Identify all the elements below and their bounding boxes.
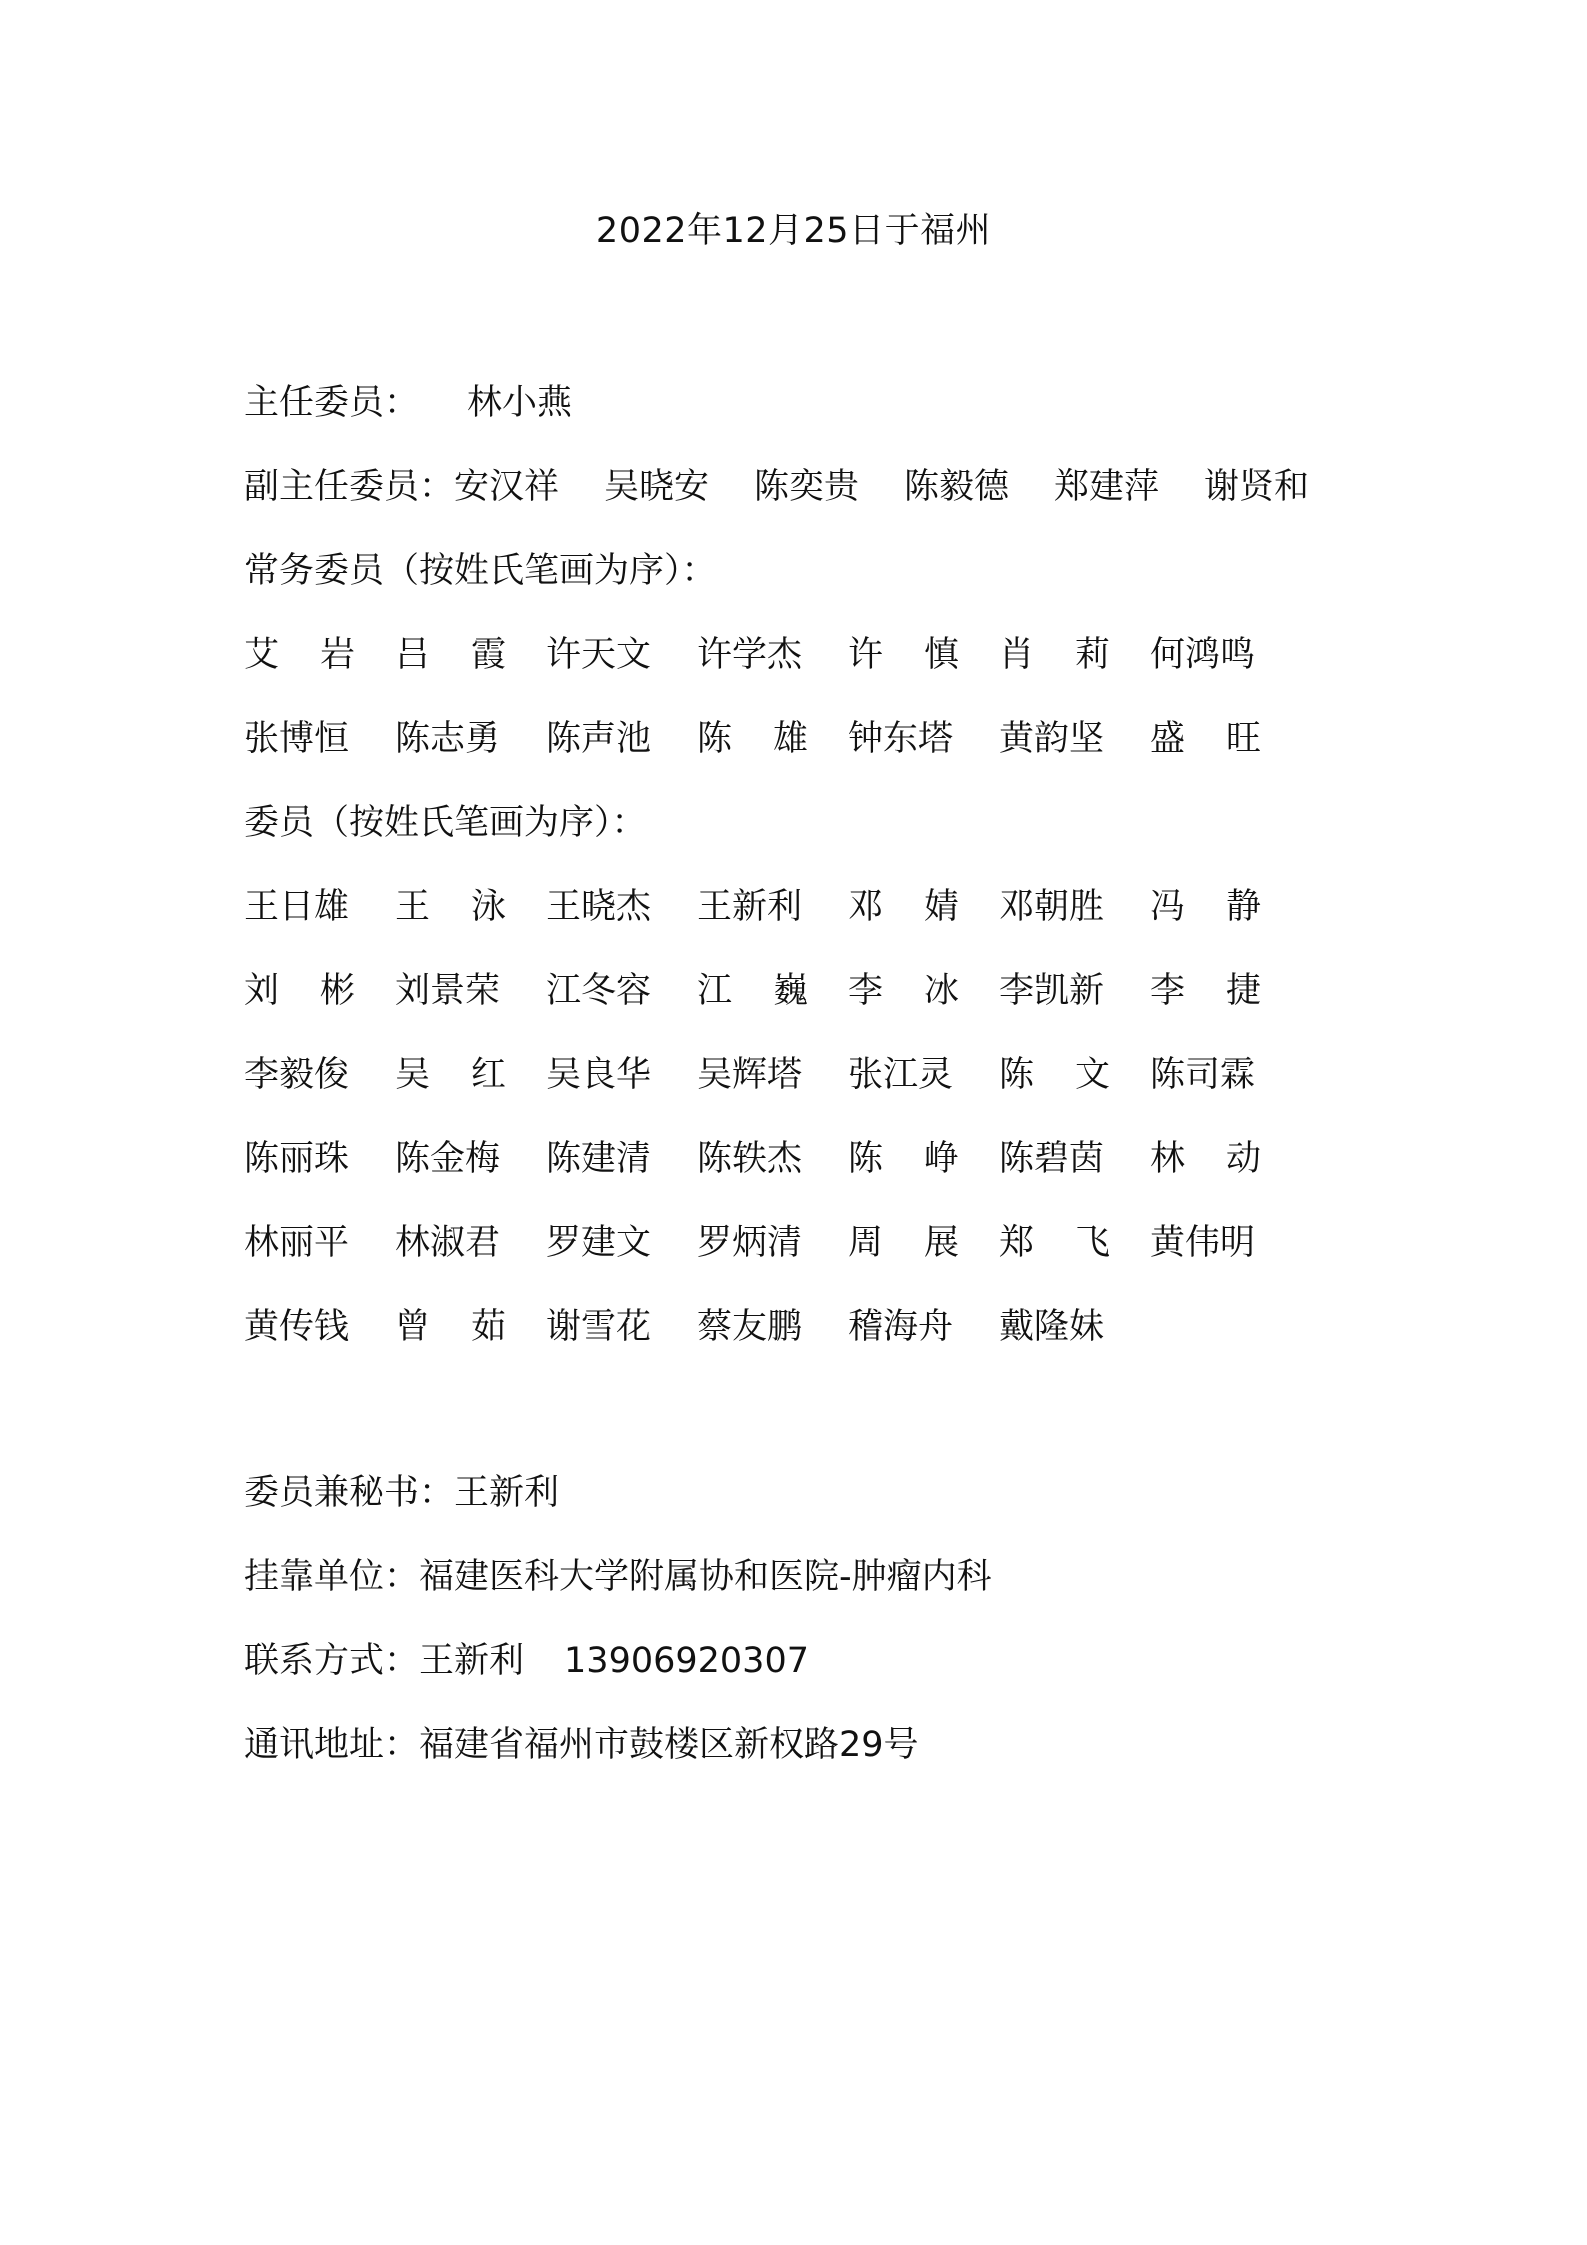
person-name: 张博恒	[244, 719, 350, 759]
vice-chairs-line	[244, 462, 1309, 512]
person-name: 戴隆妹	[999, 1307, 1105, 1347]
contact-label: 联系方式：	[244, 1641, 420, 1681]
vice-chair-name: 郑建萍	[1054, 467, 1160, 507]
person-name: 黄伟明	[1150, 1223, 1256, 1263]
chair-name: 林小燕	[467, 383, 573, 423]
vice-chairs-label: 副主任委员：	[244, 467, 455, 507]
person-name: 李毅俊	[244, 1055, 350, 1095]
person-name: 吴辉塔	[697, 1055, 803, 1095]
person-name: 陈碧茵	[999, 1139, 1105, 1179]
vice-chair-name: 陈奕贵	[754, 467, 860, 507]
person-name: 蔡友鹏	[697, 1307, 803, 1347]
person-name: 邓朝胜	[999, 887, 1105, 927]
person-name: 刘景荣	[395, 971, 501, 1011]
person-name: 吴良华	[546, 1055, 652, 1095]
address-label: 通讯地址：	[244, 1725, 420, 1765]
affiliation-value: 福建医科大学附属协和医院-肿瘤内科	[419, 1557, 992, 1597]
person-name: 陈丽珠	[244, 1139, 350, 1179]
person-name: 罗建文	[546, 1223, 652, 1263]
person-name: 谢雪花	[546, 1307, 652, 1347]
person-name: 许天文	[546, 635, 652, 675]
vice-chair-name: 陈毅德	[904, 467, 1010, 507]
address-line	[244, 1720, 919, 1770]
contact-phone: 13906920307	[564, 1641, 809, 1681]
person-name: 黄韵坚	[999, 719, 1105, 759]
secretary-name: 王新利	[454, 1473, 560, 1513]
person-name: 陈轶杰	[697, 1139, 803, 1179]
person-name: 许学杰	[697, 635, 803, 675]
chair-label: 主任委员：	[244, 383, 420, 423]
person-name: 王晓杰	[546, 887, 652, 927]
person-name: 王新利	[697, 887, 803, 927]
vice-chair-name: 安汉祥	[454, 467, 560, 507]
person-name: 王日雄	[244, 887, 350, 927]
vice-chair-names	[454, 462, 1309, 512]
person-name: 陈志勇	[395, 719, 501, 759]
person-name: 林丽平	[244, 1223, 350, 1263]
contact-name: 王新利	[419, 1641, 525, 1681]
secretary-label: 委员兼秘书：	[244, 1473, 455, 1513]
person-name: 林淑君	[395, 1223, 501, 1263]
person-name: 江冬容	[546, 971, 652, 1011]
person-name: 稽海舟	[848, 1307, 954, 1347]
person-name: 陈声池	[546, 719, 652, 759]
person-name: 黄传钱	[244, 1307, 350, 1347]
vice-chair-name: 谢贤和	[1204, 467, 1310, 507]
person-name: 陈金梅	[395, 1139, 501, 1179]
document-page: 2022年12月25日于福州 主任委员： 林小燕 副主任委员：安汉祥 吴晓安 陈奕贵 陈毅德 郑建萍 谢贤和 常务委员（按姓氏笔画为序）： 艾 岩 吕 霞 许天文 许学杰 许 慎 肖 莉 何鸿鸣 张博恒 陈志勇 陈声池 陈 雄 钟东塔 黄韵坚 盛 旺 委员（按姓氏笔画为序）： 王日雄 王 泳 王晓杰 王新利 邓 婧 邓朝胜 冯 静 刘 彬 刘景荣 江冬容 江 巍 李 冰 李凯新 李 捷 李毅俊 吴 红 吴良华 吴辉塔 张江灵 陈 文 陈司霖 陈丽珠 陈金梅 陈建清 陈轶杰 陈 峥 陈碧茵 林 动 林丽平 林淑君 罗建文 罗炳清 周 展 郑 飞 黄伟明 黄传钱 曾 茹 谢雪花 蔡友鹏 稽海舟 戴隆妹 委员兼秘书：王新利 挂靠单位：福建医科大学附属协和医院-肿瘤内科 联系方式：王新利 13906920307 通讯地址：福建省福州市鼓楼区新权路29号	[0, 0, 1587, 2245]
person-name: 何鸿鸣	[1150, 635, 1256, 675]
person-name: 钟东塔	[848, 719, 954, 759]
affiliation-line	[244, 1552, 992, 1602]
date-line: 2022年12月25日于福州	[595, 211, 992, 251]
person-name: 罗炳清	[697, 1223, 803, 1263]
contact-line	[244, 1636, 809, 1686]
secretary-line	[244, 1468, 559, 1518]
chair-line	[244, 378, 572, 428]
members-heading: 委员（按姓氏笔画为序）：	[244, 803, 647, 843]
vice-chair-name: 吴晓安	[604, 467, 710, 507]
address-value: 福建省福州市鼓楼区新权路29号	[419, 1725, 919, 1765]
affiliation-label: 挂靠单位：	[244, 1557, 420, 1597]
person-name: 陈建清	[546, 1139, 652, 1179]
person-name: 陈司霖	[1150, 1055, 1256, 1095]
standing-committee-heading: 常务委员（按姓氏笔画为序）：	[244, 551, 717, 591]
person-name: 李凯新	[999, 971, 1105, 1011]
person-name: 张江灵	[848, 1055, 954, 1095]
